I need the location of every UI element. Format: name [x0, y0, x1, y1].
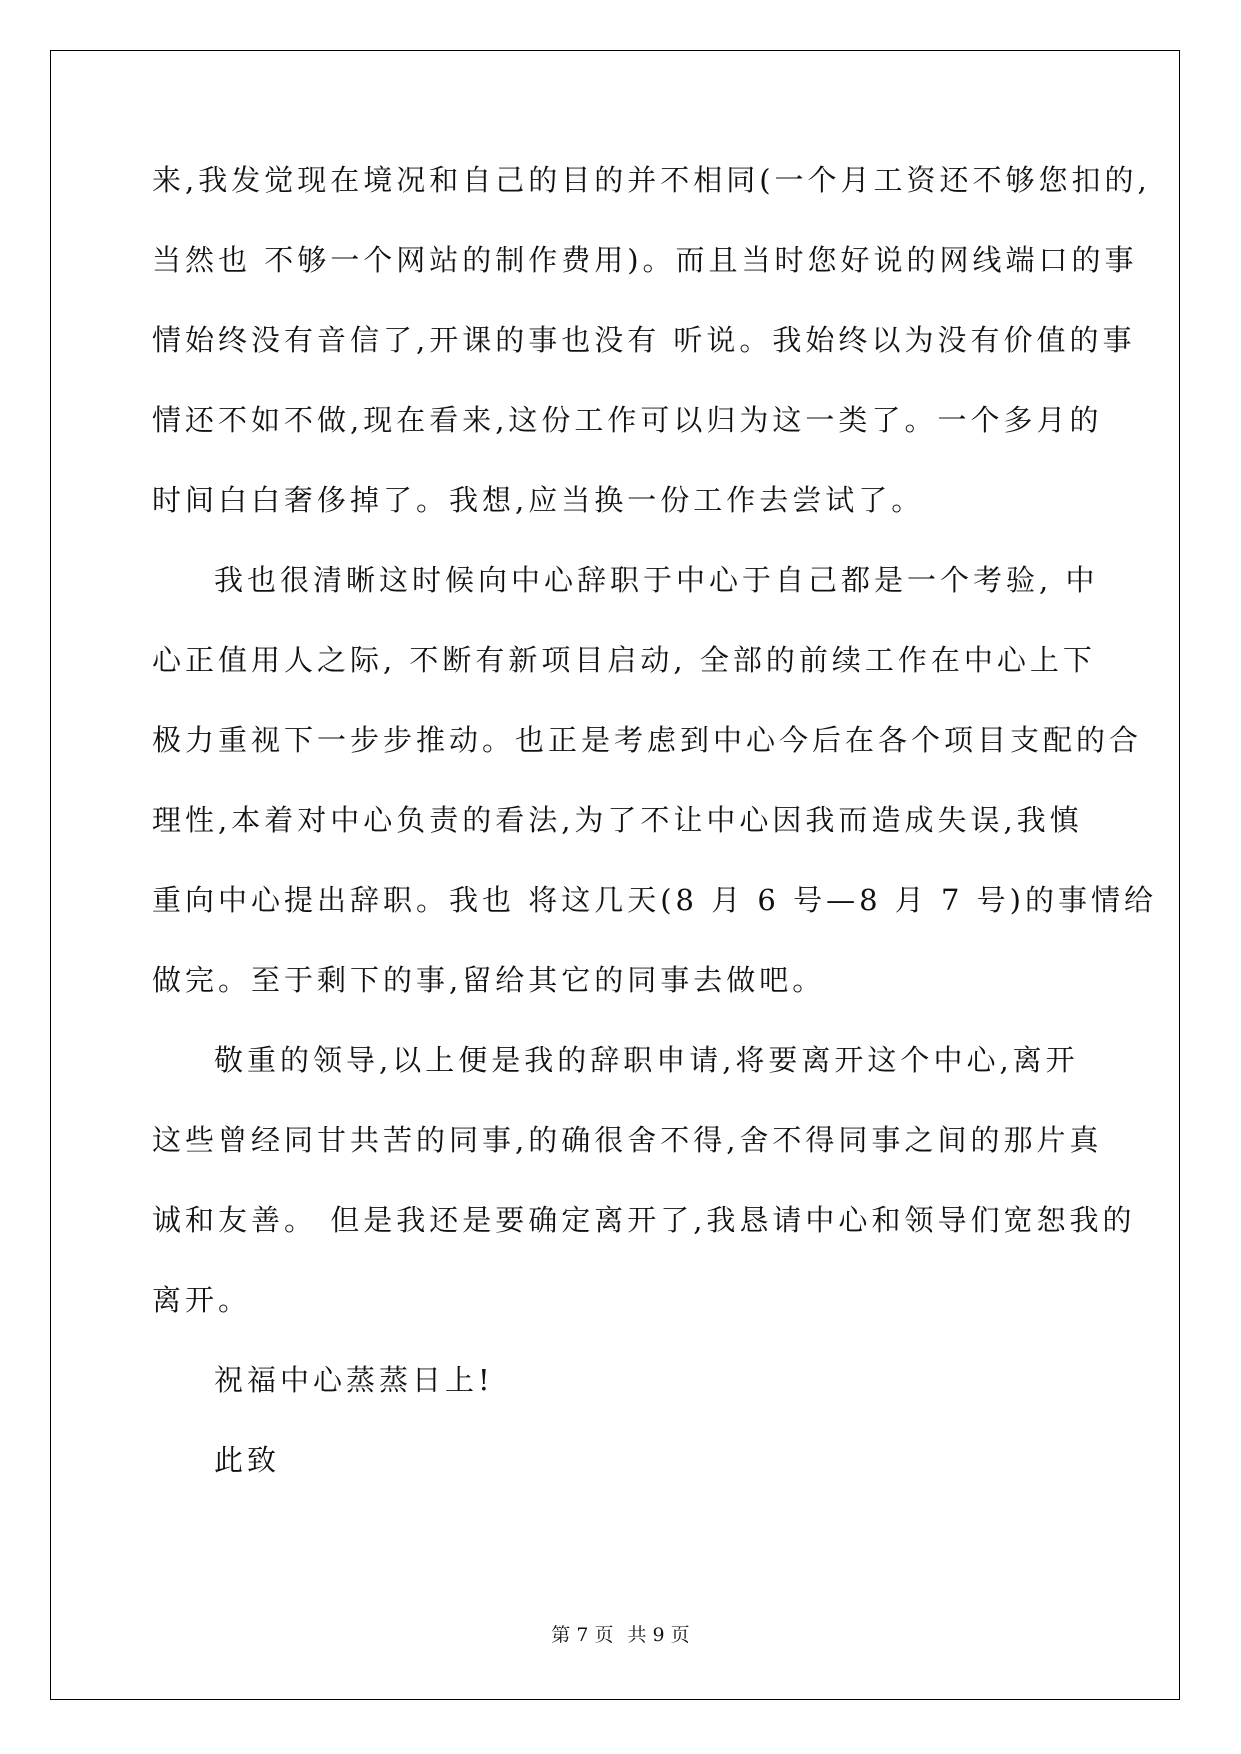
text-line: 离开。: [152, 1283, 252, 1317]
text-line: 这些曾经同甘共苦的同事,的确很舍不得,舍不得同事之间的那片真: [152, 1123, 1103, 1157]
paragraph-start-line: 敬重的领导,以上便是我的辞职申请,将要离开这个中心,离开: [214, 1043, 1079, 1077]
text-line: 做完。至于剩下的事,留给其它的同事去做吧。: [152, 963, 826, 997]
page-number: 第 7 页: [551, 1624, 614, 1646]
text-line: 时间白白奢侈掉了。我想,应当换一份工作去尝试了。: [152, 483, 925, 517]
text-line: 理性,本着对中心负责的看法,为了不让中心因我而造成失误,我慎: [152, 803, 1083, 837]
text-line: 心正值用人之际, 不断有新项目启动, 全部的前续工作在中心上下: [152, 643, 1096, 677]
paragraph-start-line: 我也很清晰这时候向中心辞职于中心于自己都是一个考验, 中: [214, 563, 1099, 597]
text-line: 诚和友善。 但是我还是要确定离开了,我恳请中心和领导们宽恕我的: [152, 1203, 1136, 1237]
text-line: 重向中心提出辞职。我也 将这几天(8 月 6 号—8 月 7 号)的事情给: [152, 883, 1157, 917]
page-footer: [0, 1620, 1241, 1647]
page-total: 共 9 页: [627, 1624, 690, 1646]
text-line: 来,我发觉现在境况和自己的目的并不相同(一个月工资还不够您扣的,: [152, 163, 1151, 197]
text-line: 当然也 不够一个网站的制作费用)。而且当时您好说的网线端口的事: [152, 243, 1138, 277]
blessing-line: 祝福中心蒸蒸日上!: [214, 1363, 494, 1397]
closing-line: 此致: [214, 1443, 281, 1477]
letter-body: [152, 160, 1157, 1520]
text-line: 极力重视下一步步推动。也正是考虑到中心今后在各个项目支配的合: [152, 723, 1143, 757]
text-line: 情还不如不做,现在看来,这份工作可以归为这一类了。一个多月的: [152, 403, 1103, 437]
text-line: 情始终没有音信了,开课的事也没有 听说。我始终以为没有价值的事: [152, 323, 1136, 357]
